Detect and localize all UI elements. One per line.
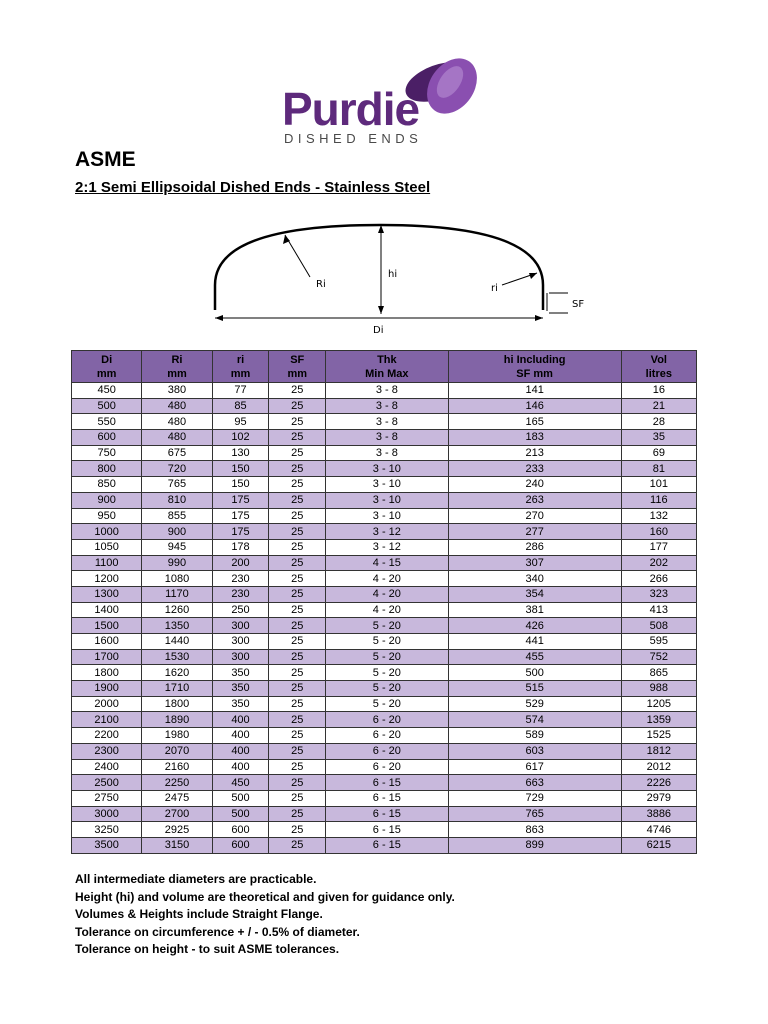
table-cell: 354	[448, 586, 621, 602]
table-cell: 810	[142, 492, 212, 508]
table-body	[72, 383, 697, 854]
table-cell: 25	[269, 775, 326, 791]
note-line: All intermediate diameters are practicable.	[75, 872, 317, 886]
table-cell: 5 - 20	[326, 649, 449, 665]
table-cell: 752	[621, 649, 696, 665]
table-cell: 6 - 15	[326, 837, 449, 853]
column-header-line2: SF mm	[516, 367, 553, 380]
table-cell: 150	[212, 461, 269, 477]
table-cell: 300	[212, 649, 269, 665]
table-cell: 3 - 10	[326, 492, 449, 508]
table-cell: 25	[269, 822, 326, 838]
table-cell: 25	[269, 790, 326, 806]
table-cell: 500	[212, 790, 269, 806]
table-cell: 230	[212, 571, 269, 587]
table-row	[72, 477, 697, 493]
table-cell: 300	[212, 634, 269, 650]
table-cell: 2160	[142, 759, 212, 775]
table-cell: 350	[212, 696, 269, 712]
table-cell: 250	[212, 602, 269, 618]
notes	[75, 871, 455, 959]
table-cell: 2200	[72, 728, 142, 744]
table-row	[72, 728, 697, 744]
table-cell: 529	[448, 696, 621, 712]
table-cell: 663	[448, 775, 621, 791]
table-cell: 5 - 20	[326, 681, 449, 697]
table-cell: 1710	[142, 681, 212, 697]
table-row	[72, 743, 697, 759]
table-cell: 1100	[72, 555, 142, 571]
table-cell: 988	[621, 681, 696, 697]
table-cell: 3 - 8	[326, 383, 449, 399]
table-cell: 25	[269, 555, 326, 571]
column-header	[269, 351, 326, 383]
table-cell: 900	[72, 492, 142, 508]
table-cell: 1620	[142, 665, 212, 681]
table-cell: 500	[72, 398, 142, 414]
table-cell: 175	[212, 508, 269, 524]
table-cell: 323	[621, 586, 696, 602]
table-cell: 3000	[72, 806, 142, 822]
table-cell: 4 - 20	[326, 602, 449, 618]
note-line: Height (hi) and volume are theoretical and given for guidance only.	[75, 889, 455, 904]
table-cell: 400	[212, 712, 269, 728]
dished-end-diagram	[200, 215, 600, 343]
table-cell: 2012	[621, 759, 696, 775]
table-cell: 25	[269, 571, 326, 587]
table-cell: 6 - 20	[326, 728, 449, 744]
table-cell: 3 - 8	[326, 445, 449, 461]
table-row	[72, 430, 697, 446]
table-cell: 1525	[621, 728, 696, 744]
table-cell: 1980	[142, 728, 212, 744]
table-cell: 6215	[621, 837, 696, 853]
table-cell: 25	[269, 649, 326, 665]
table-cell: 1050	[72, 539, 142, 555]
table-cell: 3 - 8	[326, 414, 449, 430]
label-hi: hi	[388, 269, 398, 280]
table-cell: 25	[269, 383, 326, 399]
table-cell: 413	[621, 602, 696, 618]
table-cell: 450	[212, 775, 269, 791]
table-cell: 729	[448, 790, 621, 806]
table-cell: 600	[212, 837, 269, 853]
table-cell: 1359	[621, 712, 696, 728]
brand-name: Purdie	[282, 83, 420, 135]
label-Ri: Ri	[316, 279, 326, 290]
table-cell: 1500	[72, 618, 142, 634]
table-row	[72, 790, 697, 806]
table-cell: 178	[212, 539, 269, 555]
table-cell: 2475	[142, 790, 212, 806]
table-cell: 400	[212, 743, 269, 759]
table-cell: 3 - 10	[326, 477, 449, 493]
table-cell: 77	[212, 383, 269, 399]
column-header-line1: Thk	[377, 353, 397, 366]
table-row	[72, 602, 697, 618]
table-row	[72, 586, 697, 602]
page-title: ASME	[75, 148, 136, 171]
column-header-line2: mm	[287, 367, 307, 380]
column-header-line2: mm	[167, 367, 187, 380]
table-cell: 6 - 20	[326, 712, 449, 728]
table-row	[72, 555, 697, 571]
column-header-line2: litres	[645, 367, 672, 380]
table-cell: 508	[621, 618, 696, 634]
table-cell: 3 - 10	[326, 508, 449, 524]
table-cell: 1900	[72, 681, 142, 697]
table-cell: 3 - 12	[326, 539, 449, 555]
table-cell: 950	[72, 508, 142, 524]
table-cell: 277	[448, 524, 621, 540]
table-cell: 25	[269, 539, 326, 555]
table-cell: 750	[72, 445, 142, 461]
table-cell: 130	[212, 445, 269, 461]
table-cell: 3150	[142, 837, 212, 853]
table-cell: 720	[142, 461, 212, 477]
dimensions-table	[71, 350, 697, 854]
table-cell: 25	[269, 665, 326, 681]
table-row	[72, 649, 697, 665]
table-cell: 381	[448, 602, 621, 618]
label-ri: ri	[491, 283, 498, 294]
table-cell: 1260	[142, 602, 212, 618]
table-cell: 5 - 20	[326, 696, 449, 712]
table-cell: 550	[72, 414, 142, 430]
table-row	[72, 634, 697, 650]
table-cell: 3500	[72, 837, 142, 853]
table-cell: 5 - 20	[326, 665, 449, 681]
purdie-logo	[280, 52, 480, 152]
table-cell: 589	[448, 728, 621, 744]
table-row	[72, 696, 697, 712]
table-cell: 600	[72, 430, 142, 446]
column-header	[212, 351, 269, 383]
table-cell: 263	[448, 492, 621, 508]
table-cell: 240	[448, 477, 621, 493]
table-cell: 16	[621, 383, 696, 399]
column-header-line1: SF	[290, 353, 305, 366]
table-cell: 81	[621, 461, 696, 477]
table-cell: 2100	[72, 712, 142, 728]
table-row	[72, 508, 697, 524]
table-cell: 6 - 15	[326, 806, 449, 822]
table-cell: 35	[621, 430, 696, 446]
table-cell: 899	[448, 837, 621, 853]
table-cell: 480	[142, 414, 212, 430]
table-cell: 21	[621, 398, 696, 414]
table-cell: 25	[269, 430, 326, 446]
table-cell: 25	[269, 524, 326, 540]
table-cell: 1700	[72, 649, 142, 665]
table-cell: 945	[142, 539, 212, 555]
table-row	[72, 759, 697, 775]
table-cell: 603	[448, 743, 621, 759]
table-row	[72, 665, 697, 681]
table-cell: 1300	[72, 586, 142, 602]
table-cell: 900	[142, 524, 212, 540]
table-cell: 266	[621, 571, 696, 587]
table-cell: 202	[621, 555, 696, 571]
table-cell: 141	[448, 383, 621, 399]
table-row	[72, 775, 697, 791]
table-cell: 230	[212, 586, 269, 602]
table-cell: 600	[212, 822, 269, 838]
table-cell: 175	[212, 492, 269, 508]
column-header	[142, 351, 212, 383]
table-cell: 25	[269, 461, 326, 477]
table-cell: 380	[142, 383, 212, 399]
table-row	[72, 461, 697, 477]
table-cell: 1800	[142, 696, 212, 712]
column-header-line1: ri	[236, 353, 245, 366]
table-cell: 3 - 12	[326, 524, 449, 540]
table-cell: 85	[212, 398, 269, 414]
table-cell: 617	[448, 759, 621, 775]
table-cell: 2226	[621, 775, 696, 791]
table-cell: 1170	[142, 586, 212, 602]
table-cell: 2000	[72, 696, 142, 712]
table-cell: 850	[72, 477, 142, 493]
table-cell: 175	[212, 524, 269, 540]
table-cell: 1890	[142, 712, 212, 728]
table-cell: 863	[448, 822, 621, 838]
table-cell: 233	[448, 461, 621, 477]
brand-tagline: DISHED ENDS	[284, 131, 423, 146]
table-cell: 3250	[72, 822, 142, 838]
table-cell: 1600	[72, 634, 142, 650]
table-row	[72, 681, 697, 697]
table-header-row	[72, 351, 697, 383]
table-cell: 25	[269, 618, 326, 634]
table-cell: 350	[212, 681, 269, 697]
table-cell: 5 - 20	[326, 618, 449, 634]
table-cell: 69	[621, 445, 696, 461]
column-header	[72, 351, 142, 383]
table-cell: 675	[142, 445, 212, 461]
table-row	[72, 383, 697, 399]
table-cell: 25	[269, 634, 326, 650]
table-cell: 1350	[142, 618, 212, 634]
table-cell: 165	[448, 414, 621, 430]
table-cell: 2700	[142, 806, 212, 822]
table-cell: 500	[448, 665, 621, 681]
table-cell: 800	[72, 461, 142, 477]
table-cell: 25	[269, 477, 326, 493]
table-cell: 426	[448, 618, 621, 634]
table-cell: 2500	[72, 775, 142, 791]
table-cell: 500	[212, 806, 269, 822]
table-cell: 1800	[72, 665, 142, 681]
table-cell: 307	[448, 555, 621, 571]
table-cell: 270	[448, 508, 621, 524]
label-Di: Di	[373, 325, 384, 336]
table-cell: 25	[269, 806, 326, 822]
table-row	[72, 837, 697, 853]
table-cell: 25	[269, 696, 326, 712]
table-cell: 765	[142, 477, 212, 493]
table-cell: 25	[269, 492, 326, 508]
table-cell: 400	[212, 759, 269, 775]
table-cell: 116	[621, 492, 696, 508]
table-cell: 1812	[621, 743, 696, 759]
table-cell: 2300	[72, 743, 142, 759]
table-cell: 574	[448, 712, 621, 728]
table-cell: 28	[621, 414, 696, 430]
table-cell: 1530	[142, 649, 212, 665]
table-cell: 515	[448, 681, 621, 697]
table-cell: 480	[142, 430, 212, 446]
column-header-line1: Vol	[650, 353, 667, 366]
column-header-line1: Di	[101, 353, 113, 366]
table-cell: 3886	[621, 806, 696, 822]
table-cell: 3 - 8	[326, 430, 449, 446]
table-cell: 2979	[621, 790, 696, 806]
table-row	[72, 822, 697, 838]
table-cell: 595	[621, 634, 696, 650]
column-header	[326, 351, 449, 383]
table-row	[72, 539, 697, 555]
column-header-line2: mm	[96, 367, 117, 380]
table-cell: 25	[269, 681, 326, 697]
table-row	[72, 414, 697, 430]
table-cell: 855	[142, 508, 212, 524]
table-cell: 2070	[142, 743, 212, 759]
column-header	[621, 351, 696, 383]
table-cell: 146	[448, 398, 621, 414]
table-cell: 286	[448, 539, 621, 555]
table-cell: 1080	[142, 571, 212, 587]
table-cell: 765	[448, 806, 621, 822]
table-cell: 25	[269, 586, 326, 602]
table-cell: 3 - 8	[326, 398, 449, 414]
note-line: Tolerance on height - to suit ASME tolerances.	[75, 942, 340, 956]
table-cell: 2750	[72, 790, 142, 806]
table-cell: 25	[269, 728, 326, 744]
table-cell: 101	[621, 477, 696, 493]
table-cell: 25	[269, 398, 326, 414]
table-row	[72, 524, 697, 540]
table-cell: 455	[448, 649, 621, 665]
table-row	[72, 571, 697, 587]
table-cell: 200	[212, 555, 269, 571]
table-cell: 450	[72, 383, 142, 399]
table-cell: 6 - 15	[326, 790, 449, 806]
table-cell: 25	[269, 743, 326, 759]
table-row	[72, 712, 697, 728]
table-cell: 183	[448, 430, 621, 446]
table-cell: 1400	[72, 602, 142, 618]
label-SF: SF	[572, 299, 585, 310]
column-header-line1: Ri	[171, 353, 183, 366]
table-cell: 160	[621, 524, 696, 540]
table-cell: 480	[142, 398, 212, 414]
table-cell: 150	[212, 477, 269, 493]
column-header-line1: hi Including	[503, 353, 566, 366]
table-row	[72, 618, 697, 634]
table-cell: 25	[269, 712, 326, 728]
table-cell: 25	[269, 414, 326, 430]
table-cell: 132	[621, 508, 696, 524]
page-subtitle: 2:1 Semi Ellipsoidal Dished Ends - Stainless Steel	[75, 179, 431, 196]
column-header-line2: Min Max	[365, 367, 409, 380]
column-header	[448, 351, 621, 383]
table-cell: 441	[448, 634, 621, 650]
table-cell: 25	[269, 837, 326, 853]
column-header-line2: mm	[230, 367, 251, 380]
table-row	[72, 492, 697, 508]
table-row	[72, 445, 697, 461]
table-cell: 4746	[621, 822, 696, 838]
table-cell: 4 - 20	[326, 571, 449, 587]
table-cell: 6 - 15	[326, 822, 449, 838]
table-cell: 1440	[142, 634, 212, 650]
table-cell: 4 - 15	[326, 555, 449, 571]
table-cell: 6 - 20	[326, 743, 449, 759]
table-cell: 25	[269, 759, 326, 775]
note-line: Volumes & Heights include Straight Flange.	[75, 907, 323, 921]
table-row	[72, 806, 697, 822]
table-cell: 990	[142, 555, 212, 571]
table-cell: 400	[212, 728, 269, 744]
table-cell: 3 - 10	[326, 461, 449, 477]
table-row	[72, 398, 697, 414]
table-cell: 25	[269, 508, 326, 524]
table-cell: 340	[448, 571, 621, 587]
table-cell: 4 - 20	[326, 586, 449, 602]
table-cell: 350	[212, 665, 269, 681]
table-cell: 6 - 15	[326, 775, 449, 791]
note-line: Tolerance on circumference + / - 0.5% of diameter.	[75, 924, 360, 939]
table-cell: 25	[269, 602, 326, 618]
table-cell: 95	[212, 414, 269, 430]
table-cell: 213	[448, 445, 621, 461]
table-cell: 5 - 20	[326, 634, 449, 650]
table-cell: 865	[621, 665, 696, 681]
table-cell: 2400	[72, 759, 142, 775]
table-cell: 6 - 20	[326, 759, 449, 775]
table-cell: 102	[212, 430, 269, 446]
table-cell: 2250	[142, 775, 212, 791]
table-cell: 300	[212, 618, 269, 634]
table-cell: 1200	[72, 571, 142, 587]
table-cell: 1205	[621, 696, 696, 712]
table-cell: 1000	[72, 524, 142, 540]
table-cell: 25	[269, 445, 326, 461]
table-cell: 177	[621, 539, 696, 555]
table-cell: 2925	[142, 822, 212, 838]
